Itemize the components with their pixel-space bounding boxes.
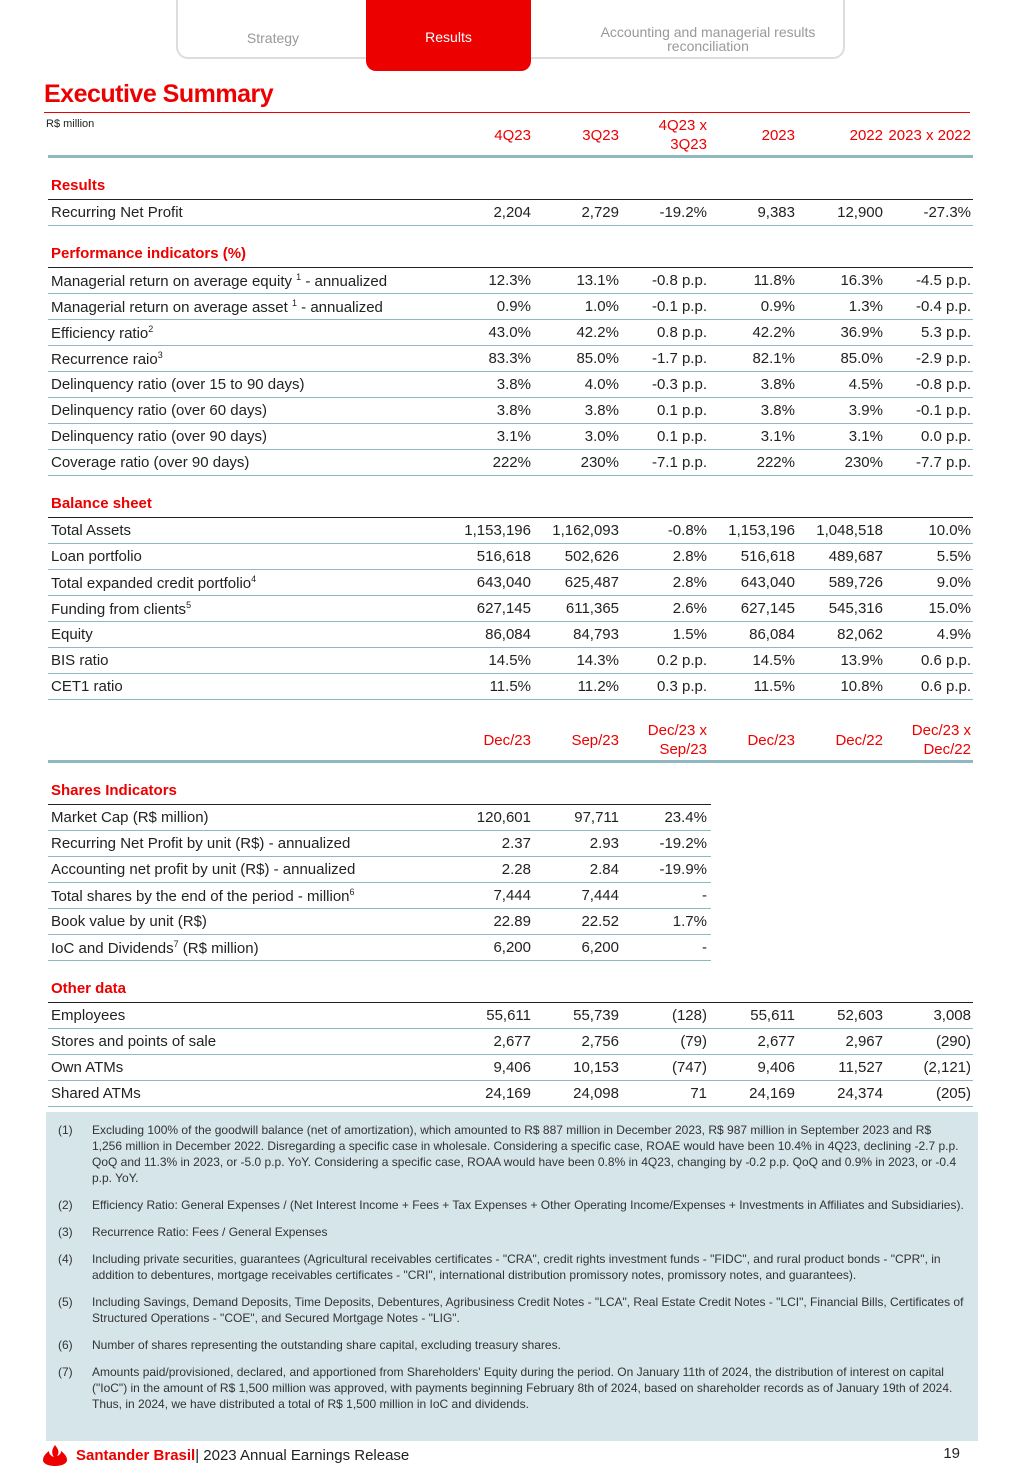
cell-value: 42.2% (752, 324, 795, 341)
cell-value: 12,900 (837, 204, 883, 221)
cell-value: 12.3% (488, 272, 531, 289)
table-row (48, 320, 973, 346)
cell-value: 625,487 (564, 574, 619, 591)
santander-flame-icon (42, 1444, 68, 1466)
table-row (48, 294, 973, 320)
row-label-text: Employees (51, 1007, 126, 1024)
row-label (48, 204, 445, 221)
row-label (48, 887, 445, 905)
cell-value: 9,383 (757, 204, 795, 221)
row-label-text: Recurrence raio (51, 350, 158, 368)
cell-value: 83.3% (488, 350, 531, 367)
column-header-cell: Dec/23 x Dec/22 (911, 722, 971, 758)
page-title: Executive Summary (44, 80, 274, 108)
row-label (48, 861, 445, 878)
cell-value: 11.2% (577, 678, 619, 695)
cell-value: -7.1 p.p. (651, 454, 707, 471)
cell-value: 5.5% (936, 548, 971, 565)
cell-value: 1.5% (672, 626, 707, 643)
column-header-cell: 3Q23 (582, 126, 619, 144)
cell-value: 3.1% (496, 428, 531, 445)
cell-value: 24,169 (485, 1085, 531, 1102)
footnote-marker: 6 (349, 886, 355, 897)
cell-value: 2,677 (757, 1033, 795, 1050)
cell-value: (205) (935, 1085, 971, 1102)
row-label (48, 809, 445, 826)
cell-value: 9,406 (757, 1059, 795, 1076)
footnote-marker: 7 (173, 938, 179, 949)
row-label (48, 522, 445, 539)
row-label-suffix: - annualized (297, 298, 383, 316)
footnote (58, 1337, 964, 1353)
footnote-marker: 4 (251, 573, 257, 584)
table-row (48, 883, 711, 909)
row-label-text: Total Assets (51, 522, 132, 539)
cell-value: 82.1% (752, 350, 795, 367)
column-header-cell: Dec/22 (835, 731, 883, 749)
row-label (48, 428, 445, 445)
cell-value: 0.6 p.p. (920, 652, 971, 669)
table-row (48, 805, 711, 831)
row-label-text: Shared ATMs (51, 1085, 141, 1102)
cell-value: 2.84 (589, 861, 619, 878)
table-row (48, 398, 973, 424)
cell-value: 3,008 (933, 1007, 971, 1024)
unit-label: R$ million (46, 118, 95, 130)
cell-value: -19.9% (659, 861, 707, 878)
table-row (48, 1055, 973, 1081)
cell-value: 2.37 (501, 835, 531, 852)
column-header-cell: Dec/23 (483, 731, 531, 749)
cell-value: 1,153,196 (728, 522, 795, 539)
row-label (48, 350, 445, 368)
cell-value: 4.9% (936, 626, 971, 643)
cell-value: 230% (844, 454, 883, 471)
cell-value: 1.0% (584, 298, 619, 315)
row-label-text: Total expanded credit portfolio (51, 574, 252, 592)
cell-value: 6,200 (581, 939, 619, 956)
table-row (48, 200, 973, 226)
shares-and-other-table (48, 720, 973, 1107)
row-label (48, 402, 445, 419)
brand-name: Santander Brasil (76, 1446, 196, 1464)
column-header-cell: Dec/23 (747, 731, 795, 749)
row-label (48, 835, 445, 852)
cell-value: 3.8% (496, 402, 531, 419)
table-row (48, 268, 973, 294)
cell-value: 11.5% (753, 678, 795, 695)
footnote (58, 1294, 964, 1326)
cell-value: 0.1 p.p. (656, 428, 707, 445)
footnote-number: (6) (58, 1338, 73, 1352)
cell-value: 2.93 (589, 835, 619, 852)
cell-value: 120,601 (476, 809, 531, 826)
cell-value: 13.1% (576, 272, 619, 289)
section-title: Shares Indicators (48, 763, 711, 805)
cell-value: 85.0% (576, 350, 619, 367)
row-label (48, 1059, 445, 1076)
table-row (48, 544, 973, 570)
row-label (48, 1033, 445, 1050)
table-row (48, 424, 973, 450)
cell-value: 42.2% (576, 324, 619, 341)
cell-value: 3.0% (584, 428, 619, 445)
footnote-text: Number of shares representing the outstanding share capital, excluding treasury shares. (92, 1338, 561, 1352)
cell-value: 3.1% (848, 428, 883, 445)
shares-indicators-section (48, 763, 973, 961)
table-row (48, 596, 973, 622)
cell-value: 55,611 (750, 1007, 795, 1024)
cell-value: 11.5% (489, 678, 531, 695)
tab-reconciliation[interactable]: Accounting and managerial results reconciliation (600, 24, 816, 54)
cell-value: 1.7% (672, 913, 707, 930)
table-row (48, 648, 973, 674)
table-row (48, 674, 973, 700)
column-header-cell: Sep/23 (571, 731, 619, 749)
cell-value: 3.8% (584, 402, 619, 419)
row-label-text: Managerial return on average asset (51, 298, 292, 316)
table-row (48, 909, 711, 935)
cell-value: 23.4% (664, 809, 707, 826)
cell-value: - (702, 887, 707, 904)
cell-value: 3.1% (760, 428, 795, 445)
tab-strategy[interactable]: Strategy (246, 30, 300, 46)
row-label (48, 652, 445, 669)
cell-value: 5.3 p.p. (920, 324, 971, 341)
cell-value: -1.7 p.p. (651, 350, 707, 367)
tab-results[interactable]: Results (366, 0, 531, 71)
row-label-text: Market Cap (R$ million) (51, 809, 209, 826)
cell-value: 7,444 (493, 887, 531, 904)
row-label (48, 324, 445, 342)
row-label-text: Coverage ratio (over 90 days) (51, 454, 250, 471)
footer (42, 1444, 409, 1466)
footnotes (46, 1112, 978, 1441)
row-label-text: BIS ratio (51, 652, 109, 669)
table-row (48, 570, 973, 596)
row-label-text: Managerial return on average equity (51, 272, 297, 290)
row-label-text: Delinquency ratio (over 15 to 90 days) (51, 376, 305, 393)
cell-value: 2.8% (672, 548, 707, 565)
cell-value: 82,062 (837, 626, 883, 643)
cell-value: -7.7 p.p. (915, 454, 971, 471)
cell-value: 0.3 p.p. (656, 678, 707, 695)
cell-value: -27.3% (923, 204, 971, 221)
cell-value: (2,121) (923, 1059, 971, 1076)
cell-value: 0.0 p.p. (920, 428, 971, 445)
cell-value: 502,626 (564, 548, 619, 565)
cell-value: 2.8% (672, 574, 707, 591)
cell-value: -0.8% (667, 522, 707, 539)
footnote-number: (2) (58, 1198, 73, 1212)
row-label (48, 548, 445, 565)
row-label (48, 600, 445, 618)
cell-value: 643,040 (740, 574, 795, 591)
footnote-number: (7) (58, 1365, 73, 1379)
cell-value: 1,162,093 (552, 522, 619, 539)
footnote-number: (3) (58, 1225, 73, 1239)
footnote-text: Amounts paid/provisioned, declared, and apportioned from Shareholders' Equity during the period. On January 11th of 2024, the distribution of interest on capital ("IoC") in the amount of R$ 1,500 million was approved, with payments beginning February 8th of 2024, based on shareholder records as of January 19th of 2024. Thus, in 2024, we have distributed a total of R$ 1,500 million in IoC and dividends. (92, 1365, 953, 1411)
cell-value: (290) (935, 1033, 971, 1050)
cell-value: 2,204 (493, 204, 531, 221)
footnote-text: Excluding 100% of the goodwill balance (net of amortization), which amounted to R$ 887 million in December 2023, R$ 987 million in September 2023 and R$ 1,256 million in December 2022. Disregarding a specific case in wholesale. Considering a specific case, ROAE would have been 10.4% in 4Q23, declining -2.7 p.p. QoQ and 11.3% in 2023, or -5.0 p.p. YoY. Considering a specific case, ROAA would have been 0.8% in 4Q23, changing by -0.2 p.p. QoQ and 0.9% in 2023, or -0.4 p.p. YoY. (92, 1123, 959, 1185)
row-label-text: Accounting net profit by unit (R$) - annualized (51, 861, 356, 878)
cell-value: 86,084 (485, 626, 531, 643)
column-header-cell: 2023 x 2022 (888, 126, 971, 144)
cell-value: 4.0% (584, 376, 619, 393)
cell-value: 627,145 (476, 600, 531, 617)
section-title: Balance sheet (48, 476, 973, 518)
table-row (48, 831, 711, 857)
row-label-suffix: (R$ million) (178, 939, 259, 957)
cell-value: 545,316 (828, 600, 883, 617)
cell-value: 589,726 (828, 574, 883, 591)
row-label-text: Book value by unit (R$) (51, 913, 207, 930)
cell-value: 6,200 (493, 939, 531, 956)
summary-table (48, 115, 973, 700)
table-row (48, 1081, 973, 1107)
cell-value: 85.0% (840, 350, 883, 367)
column-header-cell: Dec/23 x Sep/23 (647, 722, 707, 758)
footnote-marker: 2 (148, 323, 154, 334)
cell-value: 55,739 (573, 1007, 619, 1024)
cell-value: 24,374 (837, 1085, 883, 1102)
cell-value: 2,677 (493, 1033, 531, 1050)
cell-value: 22.52 (581, 913, 619, 930)
section-title: Results (48, 158, 973, 200)
footnote-text: Including private securities, guarantees (Agricultural receivables certificates - "CRA", credit rights investment funds - "FIDC", and rural product bonds - "CPR", in addition to debentures, mortgage receivables certificates - "CRI", international distribution promissory notes, promissory notes, and guarantees). (92, 1252, 941, 1282)
header-spacer (48, 720, 445, 760)
cell-value: 14.5% (488, 652, 531, 669)
footnote-marker: 1 (291, 297, 297, 308)
footnote-number: (4) (58, 1252, 73, 1266)
row-label-text: Own ATMs (51, 1059, 124, 1076)
cell-value: 3.9% (848, 402, 883, 419)
cell-value: -0.3 p.p. (651, 376, 707, 393)
column-header-cell: 4Q23 x 3Q23 (658, 117, 707, 153)
cell-value: 86,084 (749, 626, 795, 643)
cell-value: 222% (492, 454, 531, 471)
table-row (48, 1029, 973, 1055)
cell-value: 24,169 (749, 1085, 795, 1102)
table-row (48, 857, 711, 883)
cell-value: 13.9% (840, 652, 883, 669)
cell-value: - (702, 939, 707, 956)
cell-value: 16.3% (840, 272, 883, 289)
column-header (48, 720, 973, 763)
row-label-text: Delinquency ratio (over 60 days) (51, 402, 267, 419)
cell-value: -19.2% (659, 204, 707, 221)
cell-value: 7,444 (581, 887, 619, 904)
row-label (48, 913, 445, 930)
cell-value: 10,153 (573, 1059, 619, 1076)
column-header (48, 115, 973, 158)
cell-value: 2.28 (501, 861, 531, 878)
cell-value: 71 (690, 1085, 707, 1102)
row-label (48, 678, 445, 695)
row-label-text: Equity (51, 626, 93, 643)
row-label-text: Total shares by the end of the period - million (51, 887, 350, 905)
footnote (58, 1251, 964, 1283)
row-label (48, 454, 445, 471)
cell-value: 52,603 (837, 1007, 883, 1024)
footnote-number: (1) (58, 1123, 73, 1137)
footnote-text: Recurrence Ratio: Fees / General Expenses (92, 1225, 328, 1239)
cell-value: (128) (671, 1007, 707, 1024)
row-label (48, 1085, 445, 1102)
title-divider (44, 112, 970, 113)
cell-value: 3.8% (760, 376, 795, 393)
cell-value: 0.1 p.p. (656, 402, 707, 419)
row-label-text: Recurring Net Profit (51, 204, 183, 221)
cell-value: 2,967 (845, 1033, 883, 1050)
footnote-marker: 5 (186, 599, 192, 610)
cell-value: 43.0% (488, 324, 531, 341)
cell-value: 4.5% (848, 376, 883, 393)
row-label (48, 574, 445, 592)
cell-value: 22.89 (493, 913, 531, 930)
cell-value: 9,406 (493, 1059, 531, 1076)
row-label (48, 376, 445, 393)
footnote-marker: 3 (157, 349, 163, 360)
cell-value: -0.1 p.p. (651, 298, 707, 315)
cell-value: 2.6% (672, 600, 707, 617)
cell-value: 2,756 (581, 1033, 619, 1050)
table-row (48, 450, 973, 476)
column-header-cell: 2022 (849, 126, 883, 144)
row-label-text: IoC and Dividends (51, 939, 174, 957)
column-header-cell: 4Q23 (494, 126, 531, 144)
cell-value: 84,793 (573, 626, 619, 643)
section-tabs (176, 0, 845, 59)
cell-value: -0.4 p.p. (915, 298, 971, 315)
cell-value: 14.3% (576, 652, 619, 669)
cell-value: 0.6 p.p. (920, 678, 971, 695)
row-label-text: CET1 ratio (51, 678, 123, 695)
cell-value: 14.5% (752, 652, 795, 669)
cell-value: 627,145 (740, 600, 795, 617)
cell-value: 11.8% (753, 272, 795, 289)
row-label (48, 1007, 445, 1024)
cell-value: 0.9% (496, 298, 531, 315)
cell-value: -0.1 p.p. (915, 402, 971, 419)
footnote (58, 1224, 964, 1240)
row-label-text: Efficiency ratio (51, 324, 149, 342)
row-label-text: Recurring Net Profit by unit (R$) - annualized (51, 835, 351, 852)
cell-value: 0.2 p.p. (656, 652, 707, 669)
cell-value: 222% (756, 454, 795, 471)
cell-value: 489,687 (828, 548, 883, 565)
footer-text: | 2023 Annual Earnings Release (195, 1446, 410, 1464)
table-row (48, 1003, 973, 1029)
cell-value: 2,729 (581, 204, 619, 221)
cell-value: 11,527 (838, 1059, 883, 1076)
row-label (48, 272, 445, 290)
footnote (58, 1197, 964, 1213)
cell-value: 0.8 p.p. (656, 324, 707, 341)
row-label (48, 298, 445, 316)
cell-value: -19.2% (659, 835, 707, 852)
row-label-text: Delinquency ratio (over 90 days) (51, 428, 267, 445)
cell-value: 643,040 (476, 574, 531, 591)
cell-value: 3.8% (496, 376, 531, 393)
cell-value: -0.8 p.p. (651, 272, 707, 289)
footnote (58, 1122, 964, 1186)
cell-value: 10.8% (840, 678, 883, 695)
footnote-marker: 1 (296, 271, 302, 282)
cell-value: 1,048,518 (816, 522, 883, 539)
row-label-text: Loan portfolio (51, 548, 142, 565)
cell-value: 24,098 (573, 1085, 619, 1102)
footnote-text: Including Savings, Demand Deposits, Time Deposits, Debentures, Agribusiness Credit Notes - "LCA", Real Estate Credit Notes - "LCI", Financial Bills, Certificates of Structured Operations - "COE", and Secured Mortgage Notes - "LIG". (92, 1295, 964, 1325)
section-title: Performance indicators (%) (48, 226, 973, 268)
table-row (48, 935, 711, 961)
table-row (48, 622, 973, 648)
cell-value: (79) (680, 1033, 707, 1050)
cell-value: 611,365 (565, 600, 619, 617)
cell-value: -0.8 p.p. (915, 376, 971, 393)
cell-value: 0.9% (760, 298, 795, 315)
footnote (58, 1364, 964, 1412)
row-label-text: Funding from clients (51, 600, 187, 618)
footnote-text: Efficiency Ratio: General Expenses / (Net Interest Income + Fees + Tax Expenses + Other Operating Income/Expenses + Investments in Affiliates and Subsidiaries). (92, 1198, 964, 1212)
cell-value: -4.5 p.p. (915, 272, 971, 289)
row-label-suffix: - annualized (301, 272, 388, 290)
cell-value: (747) (671, 1059, 707, 1076)
cell-value: 55,611 (486, 1007, 531, 1024)
table-row (48, 372, 973, 398)
cell-value: 97,711 (574, 809, 619, 826)
cell-value: 230% (580, 454, 619, 471)
header-spacer (48, 115, 445, 155)
cell-value: 1.3% (848, 298, 883, 315)
page-number: 19 (943, 1445, 960, 1462)
cell-value: 516,618 (476, 548, 531, 565)
cell-value: 516,618 (740, 548, 795, 565)
row-label (48, 626, 445, 643)
row-label (48, 939, 445, 957)
cell-value: 3.8% (760, 402, 795, 419)
table-row (48, 346, 973, 372)
cell-value: 15.0% (928, 600, 971, 617)
cell-value: 1,153,196 (464, 522, 531, 539)
footnote-number: (5) (58, 1295, 73, 1309)
cell-value: -2.9 p.p. (915, 350, 971, 367)
cell-value: 36.9% (840, 324, 883, 341)
section-title: Other data (48, 961, 973, 1003)
row-label-text: Stores and points of sale (51, 1033, 217, 1050)
cell-value: 10.0% (928, 522, 971, 539)
cell-value: 9.0% (936, 574, 971, 591)
table-row (48, 518, 973, 544)
column-header-cell: 2023 (761, 126, 795, 144)
